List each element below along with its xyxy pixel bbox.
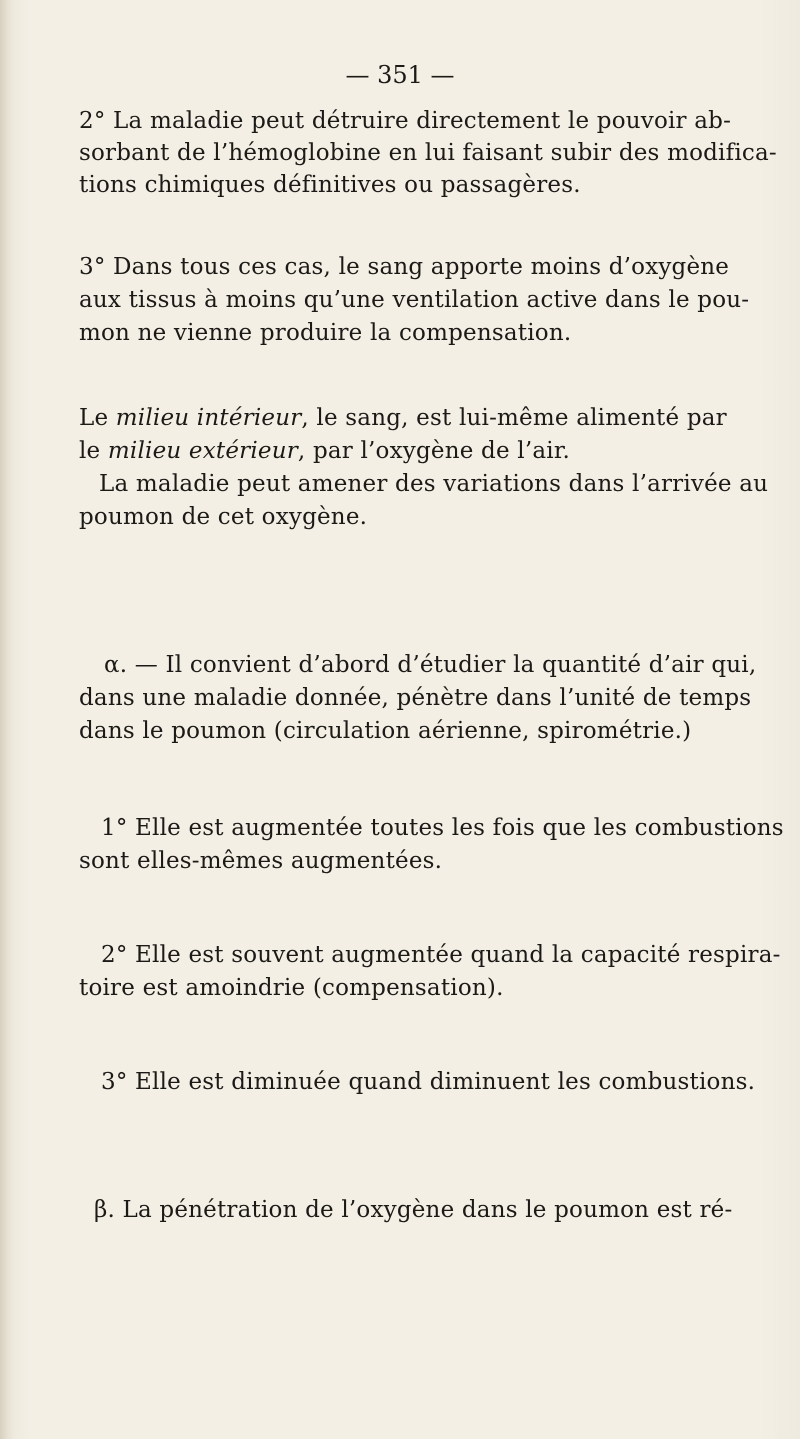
paragraph-2-line-1: 3° Dans tous ces cas, le sang apporte moins d’oxygène — [79, 254, 730, 280]
binding-gutter-shadow — [0, 0, 14, 1439]
paragraph-3-line-1 — [79, 403, 727, 433]
milieu-exterieur-term: milieu extérieur — [107, 438, 298, 464]
item-1-line-1: 1° Elle est augmentée toutes les fois que les combustions — [101, 815, 784, 841]
paragraph-alpha-line-3: dans le poumon (circulation aérienne, spirométrie.) — [79, 718, 692, 744]
paragraph-3-line-1-c: , le sang, est lui-même alimenté par — [301, 405, 727, 431]
paragraph-3-line-2-a: le — [79, 438, 108, 464]
item-3-line-1: 3° Elle est diminuée quand diminuent les combustions. — [101, 1069, 756, 1095]
paragraph-2-line-3: mon ne vienne produire la compensation. — [79, 320, 572, 346]
paragraph-1-line-2: sorbant de l’hémoglobine en lui faisant subir des modifica- — [79, 140, 777, 166]
paragraph-1-line-3: tions chimiques définitives ou passagères. — [79, 172, 581, 198]
paragraph-alpha-line-1: α. — Il convient d’abord d’étudier la quantité d’air qui, — [104, 652, 757, 678]
item-2-line-1: 2° Elle est souvent augmentée quand la capacité respira- — [101, 942, 781, 968]
paragraph-4-line-1: La maladie peut amener des variations dans l’arrivée au — [99, 471, 769, 497]
paragraph-beta-line-1: β. La pénétration de l’oxygène dans le poumon est ré- — [94, 1197, 733, 1223]
item-2-line-2: toire est amoindrie (compensation). — [79, 975, 504, 1001]
paragraph-3-line-2-c: , par l’oxygène de l’air. — [297, 438, 570, 464]
paragraph-2-line-2: aux tissus à moins qu’une ventilation active dans le pou- — [79, 287, 750, 313]
paragraph-4-line-2: poumon de cet oxygène. — [79, 504, 368, 530]
item-1-line-2: sont elles-mêmes augmentées. — [79, 848, 443, 874]
paragraph-alpha-line-2: dans une maladie donnée, pénètre dans l’unité de temps — [79, 685, 752, 711]
paragraph-3-line-1-a: Le — [79, 405, 116, 431]
paragraph-3-line-2 — [79, 436, 570, 466]
milieu-interieur-term: milieu intérieur — [115, 405, 302, 431]
page-number: — 351 — — [345, 61, 455, 89]
paragraph-1-line-1: 2° La maladie peut détruire directement le pouvoir ab- — [79, 108, 732, 134]
